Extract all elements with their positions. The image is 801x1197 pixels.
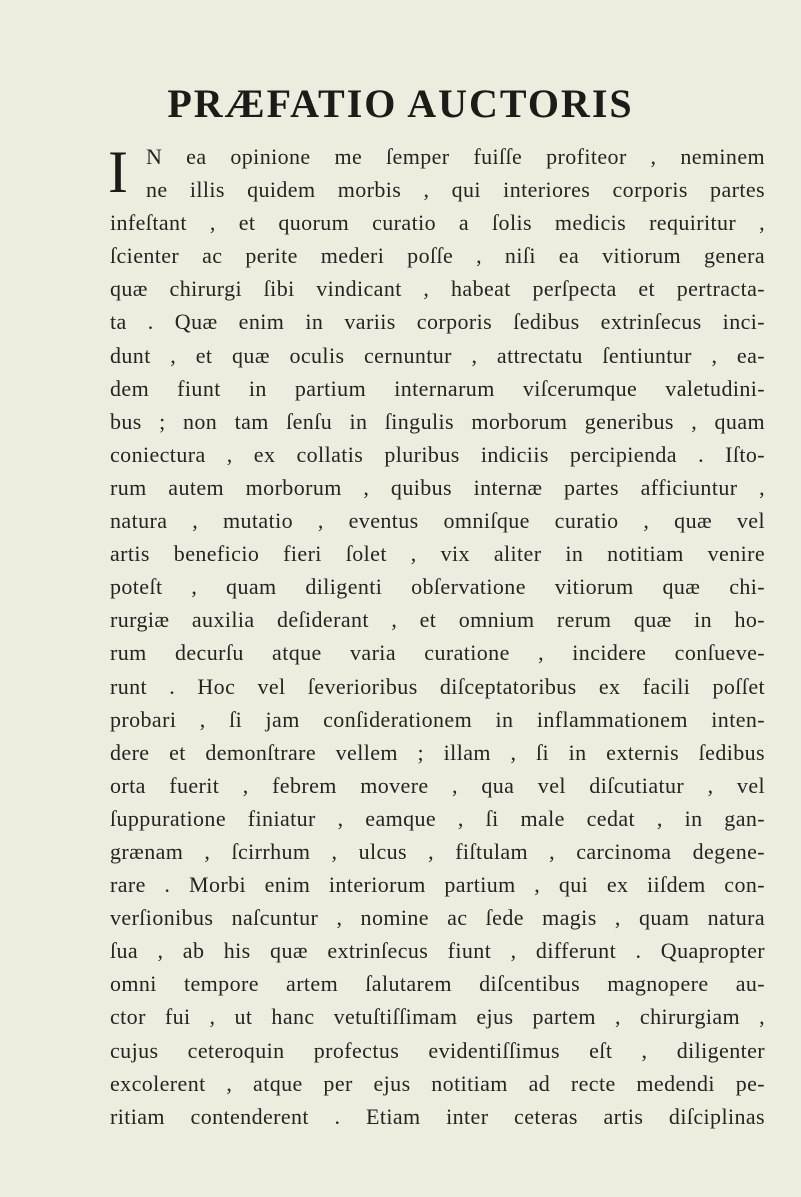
text-line: poteſt , quam diligenti obſervatione vitiorum quæ chi- <box>110 574 765 600</box>
body-text <box>110 140 765 1133</box>
text-line: probari , ſi jam conſiderationem in inflammationem inten- <box>110 706 765 732</box>
text-line: coniectura , ex collatis pluribus indiciis percipienda . Iſto- <box>110 441 765 467</box>
text-line: rurgiæ auxilia deſiderant , et omnium rerum quæ in ho- <box>110 607 765 633</box>
text-line: dunt , et quæ oculis cernuntur , attrectatu ſentiuntur , ea- <box>110 342 765 368</box>
text-line: rum decurſu atque varia curatione , incidere conſueve- <box>110 640 765 666</box>
text-line: ctor fui , ut hanc vetuſtiſſimam ejus partem , chirurgiam , <box>110 1004 765 1030</box>
text-line: dem fiunt in partium internarum viſcerumque valetudini- <box>110 375 765 401</box>
text-line: runt . Hoc vel ſeverioribus diſceptatoribus ex facili poſſet <box>110 673 765 699</box>
text-line: ſcienter ac perite mederi poſſe , niſi ea vitiorum genera <box>110 243 765 269</box>
text-line: rum autem morborum , quibus internæ partes afficiuntur , <box>110 474 765 500</box>
text-line: bus ; non tam ſenſu in ſingulis morborum generibus , quam <box>110 408 765 434</box>
text-line: orta fuerit , febrem movere , qua vel diſcutiatur , vel <box>110 772 765 798</box>
text-line: ritiam contenderent . Etiam inter ceteras artis diſciplinas <box>110 1103 765 1129</box>
text-line: ſuppuratione finiatur , eamque , ſi male cedat , in gan- <box>110 805 765 831</box>
text-line: omni tempore artem ſalutarem diſcentibus magnopere au- <box>110 971 765 997</box>
text-line: natura , mutatio , eventus omniſque curatio , quæ vel <box>110 508 765 534</box>
text-line: quæ chirurgi ſibi vindicant , habeat perſpecta et pertracta- <box>110 276 765 302</box>
text-line: dere et demonſtrare vellem ; illam , ſi in externis ſedibus <box>110 739 765 765</box>
text-line: ſua , ab his quæ extrinſecus fiunt , differunt . Quapropter <box>110 938 765 964</box>
text-line: grænam , ſcirrhum , ulcus , fiſtulam , carcinoma degene- <box>110 838 765 864</box>
text-line: excolerent , atque per ejus notitiam ad recte medendi pe- <box>110 1070 765 1096</box>
page-title: PRÆFATIO AUCTORIS <box>167 81 634 126</box>
drop-cap: I <box>108 139 129 205</box>
text-line: ta . Quæ enim in variis corporis ſedibus extrinſecus inci- <box>110 309 765 335</box>
text-line: cujus ceteroquin profectus evidentiſſimus eſt , diligenter <box>110 1037 765 1063</box>
text-line: ne illis quidem morbis , qui interiores corporis partes <box>146 177 765 203</box>
text-line: infeſtant , et quorum curatio a ſolis medicis requiritur , <box>110 210 765 236</box>
text-line: artis beneficio fieri ſolet , vix aliter in notitiam venire <box>110 541 765 567</box>
text-line: verſionibus naſcuntur , nomine ac ſede magis , quam natura <box>110 905 765 931</box>
text-line: N ea opinione me ſemper fuiſſe profiteor , neminem <box>146 144 765 169</box>
text-line: rare . Morbi enim interiorum partium , qui ex iiſdem con- <box>110 872 765 898</box>
